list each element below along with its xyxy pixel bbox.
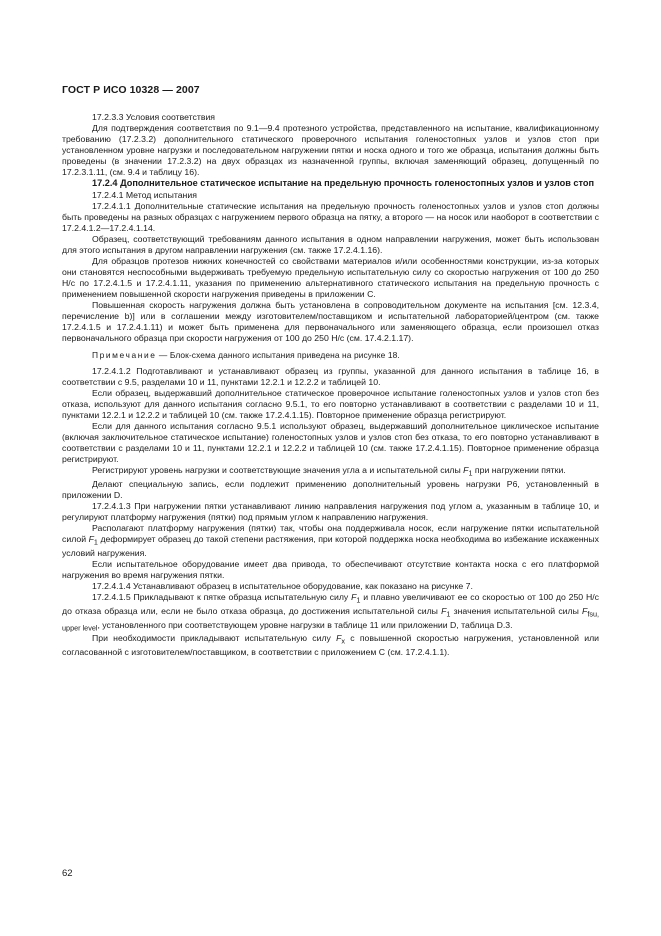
- paragraph-increased-rate-apply: При необходимости прикладывают испытательную силу $F_x$ с повышенной скоростью нагружения, установленной или согласованной с изготовителем/поставщиком, в соответствии с приложением С (см. 17.2.4.1.1).: [62, 633, 600, 658]
- paragraph-conformity: Для подтверждения соответствия по 9.1—9.4 протезного устройства, представленного на испытание, квалификационному требованию (17.2.3.2) дополнительного статического проверочного испытания голеностопных узлов и узлов стоп при установленном уровне нагрузки и последовательном нагружении пятки и носка одного и того же образца, испытания должны быть проведены (в значении 17.2.3.2) на двух образцах из назначенной группы, включая заменяющий образец, допущенный по 17.2.3.1.11, (см. 9.4 и таблицу 16).: [62, 123, 599, 178]
- document-body: [62, 112, 599, 658]
- page-number: 62: [62, 868, 73, 879]
- paragraph-17-2-4-1-4: 17.2.4.1.4 Устанавливают образец в испытательное оборудование, как показано на рисунке 7.: [92, 580, 473, 591]
- paragraph-platform-position: Располагают платформу нагружения (пятки) так, чтобы она поддерживала носок, если нагружение пятки испытательной силой $F_1$ деформирует образец до такой степени растяжения, при которой поддержка носка необходима во избежание искаженных условий нагружения.: [62, 522, 599, 558]
- paragraph-17-2-3-3-heading: 17.2.3.3 Условия соответствия: [92, 112, 216, 122]
- paragraph-test-method-heading: 17.2.4.1 Метод испытания: [92, 189, 197, 200]
- paragraph-17-2-4-1-2: 17.2.4.1.2 Подготавливают и устанавливают образец из группы, указанной для данного испытания в таблице 16, в соответствии с 9.5, разделами 10 и 11, пунктами 12.2.1 и 12.2.2 и таблицей 10.: [62, 365, 599, 387]
- note-label: Примечание: [92, 349, 157, 360]
- document-header: ГОСТ Р ИСО 10328 — 2007: [62, 84, 200, 96]
- paragraph-two-actuators: Если испытательное оборудование имеет два привода, то обеспечивают отсутствие контакта носка с его платформой нагружения во время нагружения пятки.: [62, 558, 599, 580]
- note-text: — Блок-схема данного испытания приведена на рисунке 18.: [156, 349, 400, 360]
- alpha-symbol: a: [362, 465, 367, 475]
- paragraph-sample-reuse: Образец, соответствующий требованиям данного испытания в одном направлении нагружения, может быть использован для этого испытания в другом направлении нагружения (см. также 17.2.4.1.16).: [62, 234, 599, 256]
- paragraph-record-load-level: Регистрируют уровень нагрузки и соответствующие значения угла a и испытательной силы $F_1$ при нагружении пятки.: [92, 465, 566, 478]
- note-flowchart: [62, 350, 599, 361]
- paragraph-alternative-test: Для образцов протезов нижних конечностей со свойствами материалов и/или особенностями конструкции, из-за которых они становятся неспособными выдерживать требуемую предельную испытательную силу со скоростью нагружения от 100 до 250 Н/с по 17.2.4.1.5 и 17.2.4.1.11, указания по применению альтернативного статического испытания на предельную прочность с применением повышенной скорости нагружения приведены в приложении С.: [62, 256, 599, 300]
- section-17-2-4-heading: 17.2.4 Дополнительное статическое испытание на предельную прочность голеностопных узлов и узлов стоп: [92, 178, 595, 189]
- paragraph-reuse-after-cyclic: Если для данного испытания согласно 9.5.1 используют образец, выдержавший дополнительное циклическое испытание (включая заключительное статическое испытание) голеностопных узлов и узлов стоп без отказа, то его повторно устанавливают в соответствии с разделами 10 и 11, пунктами 12.2.1 и 12.2.2 и таблицей 10 (см. также 17.2.4.1.15). Повторное применение образца регистрируют.: [62, 420, 599, 464]
- paragraph-p6-note: Делают специальную запись, если подлежит применению дополнительный уровень нагрузки Р6, установленный в приложении D.: [62, 478, 599, 500]
- paragraph-reuse-after-proof: Если образец, выдержавший дополнительное статическое проверочное испытание голеностопных узлов и узлов стоп без отказа, используют для данного испытания согласно 9.5.1, то его повторно устанавливают в соответствии с разделами 10 и 11, пунктами 12.2.1 и 12.2.2 и таблицей 10 (см. также 17.2.4.1.15). Повторное применение образца регистрируют.: [62, 387, 599, 420]
- paragraph-17-2-4-1-5: 17.2.4.1.5 Прикладывают к пятке образца испытательную силу $F_1$ и плавно увеличивают ее со скоростью от 100 до 250 Н/с до отказа образца или, если не было отказа образца, до достижения испытательной силы $F_1$ значения испытательной силы $F_{fsu, upper level}$, установленного при соответствующем уровне нагрузки в таблице 11 или приложении D, таблица D.3.: [62, 591, 600, 633]
- paragraph-17-2-4-1-3: 17.2.4.1.3 При нагружении пятки устанавливают линию направления нагружения под углом a, указанным в таблице 10, и регулируют платформу нагружения (пятки) под прямым углом к направлению нагружения.: [62, 500, 600, 522]
- paragraph-increased-rate: Повышенная скорость нагружения должна быть установлена в сопроводительном документе на испытания [см. 12.3.4, перечисление b)] или в соглашении между изготовителем/поставщиком и испытательной лабораторией/центром (см. также 17.2.4.1.5 и 17.2.4.1.11) и может быть применена для первоначального или заменяющего образца, если произошел отказ первоначального образца при скорости нагружения от 100 до 250 Н/с (см. 17.4.2.1.17).: [62, 300, 599, 344]
- paragraph-17-2-4-1-1: 17.2.4.1.1 Дополнительные статические испытания на предельную прочность голеностопных узлов и узлов стоп должны быть проведены на разных образцах с нагружением первого образца на пятку, а второго — на носок или наоборот в соответствии с 17.2.4.1.2—17.2.4.1.14.: [62, 200, 599, 234]
